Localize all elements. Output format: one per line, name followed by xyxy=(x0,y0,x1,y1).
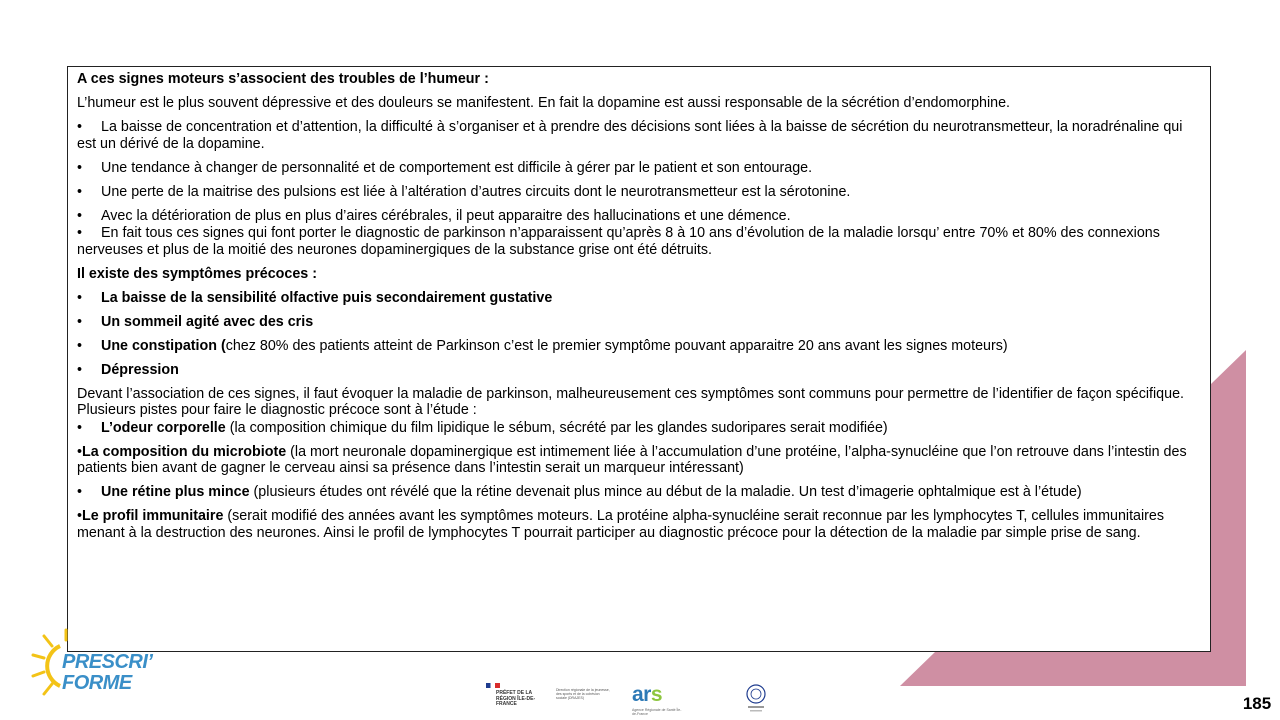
prefet-logo: PRÉFET DE LA RÉGION ÎLE-DE-FRANCE xyxy=(486,683,548,715)
ars-logo-subtitle: Agence Régionale de Santé Île-de-France xyxy=(632,708,682,716)
diagnosis-item: •La composition du microbiote (la mort neuronale dopaminergique est intimement liée à l’accumulation d’une protéine, l’alpha-synucléine que l’on retrouve dans l’intestin des patients bien avant de gagner le cerveau ainsi sa présence dans l’intestin serait un marqueur intéressant) xyxy=(77,443,1187,476)
mood-intro: L’humeur est le plus souvent dépressive et des douleurs se manifestent. En fait la dopamine est aussi responsable de la sécrétion d’endomorphine. xyxy=(77,95,1011,111)
heading-mood: A ces signes moteurs s’associent des troubles de l’humeur : xyxy=(77,71,489,87)
diagnosis-intro: Devant l’association de ces signes, il faut évoquer la maladie de parkinson, malheureusement ces symptômes sont communs pour permettre de l’identifier de façon spécifique. Plusieurs pistes pour faire le diagnostic précoce sont à l’étude : xyxy=(77,385,1184,418)
mood-bullet: • La baisse de concentration et d’attention, la difficulté à s’organiser et à prendre des décisions sont liées à la baisse de sécrétion du neurotransmetteur, la noradrénaline qui est un dérivé de la dopamine. xyxy=(77,119,1183,152)
diagnosis-item: • L’odeur corporelle (la composition chimique du film lipidique le sébum, sécrété par les glandes sudoripares serait modifiée) xyxy=(77,419,888,436)
drajes-logo-text: Direction régionale de la jeunesse, des sports et de la cohésion sociale (DRAJES) xyxy=(556,688,610,700)
content-text-box xyxy=(67,66,1211,652)
diagnosis-item: •Le profil immunitaire (serait modifié des années avant les symptômes moteurs. La protéine alpha-synucléine serait reconnue par les lymphocytes T, cellules immunitaires menant à la destruction des neurones. Ainsi le profil de lymphocytes T pourrait participer au diagnostic précoce pour la détection de la maladie par simple prise de sang. xyxy=(77,508,1165,541)
ars-logo: ars xyxy=(632,683,663,706)
page-number: 185 xyxy=(1242,694,1272,713)
french-flag-icon xyxy=(486,683,500,688)
diagnosis-item: • Une rétine plus mince (plusieurs études ont révélé que la rétine devenait plus mince au début de la maladie. Un test d’imagerie ophtalmique est à l’étude) xyxy=(77,484,1082,500)
early-symptom-item: • La baisse de la sensibilité olfactive puis secondairement gustative xyxy=(77,289,553,306)
mood-bullet: • Une tendance à changer de personnalité et de comportement est difficile à gérer par le patient et son entourage. xyxy=(77,159,813,176)
prescriforme-logo-text: PRESCRI’ FORME xyxy=(62,651,153,694)
mood-bullet: • Une perte de la maitrise des pulsions est liée à l’altération d’autres circuits dont le neurotransmetteur est la sérotonine. xyxy=(77,183,851,200)
early-symptom-item: • Un sommeil agité avec des cris xyxy=(77,313,314,330)
heading-early-symptoms: Il existe des symptômes précoces : xyxy=(77,265,317,282)
early-symptom-item: • Dépression xyxy=(77,361,179,378)
insurance-seal-icon xyxy=(743,683,769,713)
mood-bullet: • En fait tous ces signes qui font porter le diagnostic de parkinson n’apparaissent qu’après 8 à 10 ans d’évolution de la maladie lorsqu’ entre 70% et 80% des connexions nerveuses et plus de la moitié des neurones dopaminergiques de la substance grise ont été détruits. xyxy=(77,225,1160,258)
early-symptom-item: • Une constipation (chez 80% des patients atteint de Parkinson c’est le premier symptôme pouvant apparaitre 20 ans avant les signes moteurs) xyxy=(77,337,1008,354)
mood-bullet: • Avec la détérioration de plus en plus d’aires cérébrales, il peut apparaitre des hallucinations et une démence. xyxy=(77,207,791,224)
